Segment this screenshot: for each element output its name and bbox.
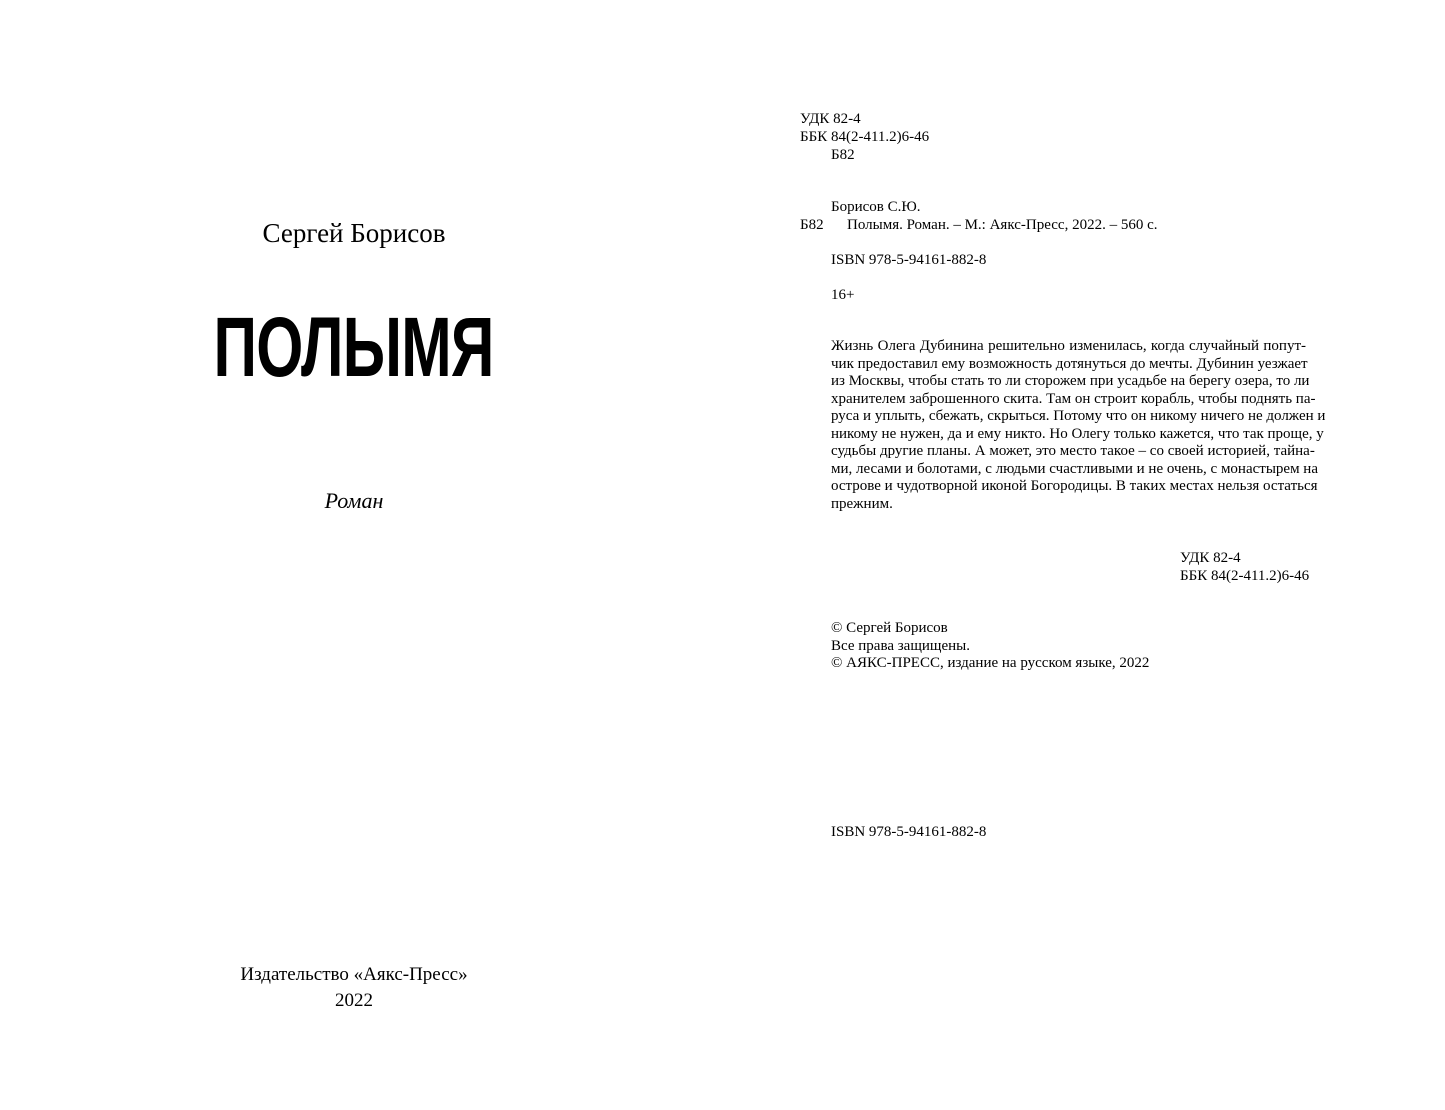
annotation-line: чик предоставил ему возможность дотянуться до мечты. Дубинин уезжает [831,355,1308,372]
age-rating: 16+ [831,287,855,303]
book-title-text: ПОЛЫМЯ [213,300,495,394]
annotation-line: острове и чудотворной иконой Богородицы. В таких местах нельзя остаться [831,478,1318,494]
isbn: ISBN 978-5-94161-882-8 [831,252,987,268]
udk: УДК 82-4 [800,111,861,127]
annotation-line: судьбы другие планы. А может, это место такое – со своей историей, тайна- [831,443,1315,459]
copyright-author: © Сергей Борисов [831,620,948,636]
bibliographic-entry: Полымя. Роман. – М.: Аякс-Пресс, 2022. – 560 с. [847,217,1158,233]
annotation-line: хранителем заброшенного скита. Там он строит корабль, чтобы поднять па- [831,390,1316,407]
isbn-bottom: ISBN 978-5-94161-882-8 [831,824,987,840]
annotation-line: Жизнь Олега Дубинина решительно изменилась, когда случайный попут- [831,338,1306,354]
annotation-line: никому не нужен, да и ему никто. Но Олегу только кажется, что так проще, у [831,425,1324,442]
publisher-block [0,962,708,1014]
udk-bottom: УДК 82-4 [1180,550,1241,566]
annotation-line: прежним. [831,495,893,512]
author-name: Сергей Борисов [262,218,446,248]
copyright-publisher: © АЯКС-ПРЕСС, издание на русском языке, 2022 [831,655,1150,671]
book-title [0,302,708,392]
annotation [831,338,1326,513]
annotation-line: из Москвы, чтобы стать то ли сторожем при усадьбе на берегу озера, то ли [831,373,1310,389]
bbk-bottom: ББК 84(2-411.2)6-46 [1180,568,1310,584]
bbk: ББК 84(2-411.2)6-46 [800,129,930,145]
annotation-line: ми, лесами и болотами, с людьми счастливыми и не очень, с монастырем на [831,460,1318,477]
author-sign-left: Б82 [800,217,824,233]
annotation-line: руса и уплыть, сбежать, скрыться. Потому что он никому ничего не должен и [831,408,1326,424]
publisher: Издательство «Аякс-Пресс» [240,964,468,985]
author-full-name: Борисов С.Ю. [831,199,921,215]
genre: Роман [324,488,384,513]
rights-reserved: Все права защищены. [831,638,970,654]
author-sign: Б82 [831,147,855,163]
year: 2022 [335,990,373,1011]
